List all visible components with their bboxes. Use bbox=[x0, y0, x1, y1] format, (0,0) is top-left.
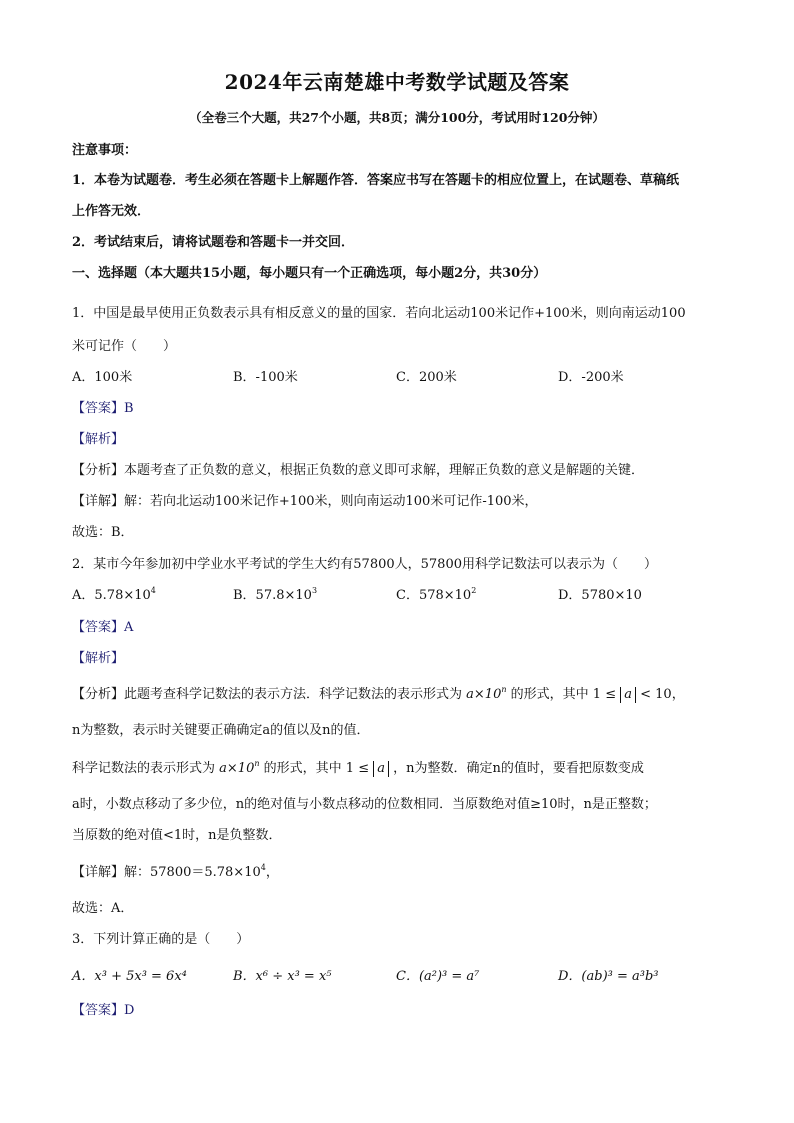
q2-explain-line-2: a时，小数点移动了多少位，n的绝对值与小数点移动的位数相同．当原数绝对值≥10时，n是正整数； bbox=[72, 797, 657, 812]
q3-options bbox=[72, 967, 722, 987]
q1-choose: 故选：B． bbox=[72, 525, 134, 540]
q2-explain-ineq-left: 1 ≤ bbox=[345, 761, 370, 776]
q1-analysis: 【分析】本题考查了正负数的意义，根据正负数的意义即可求解，理解正负数的意义是解题的关键． bbox=[72, 463, 645, 478]
q2-option-d-text: D．5780×10 bbox=[558, 588, 642, 603]
q2-jiexi: 【解析】 bbox=[72, 651, 125, 666]
q3-stem: 3．下列计算正确的是（ ） bbox=[72, 932, 250, 947]
notes-item-1-line-1: 1．本卷为试题卷．考生必须在答题卡上解题作答．答案应书写在答题卡的相应位置上，在试题卷、草稿纸 bbox=[72, 173, 680, 188]
q2-choose: 故选：A． bbox=[72, 901, 134, 916]
q2-option-b-text: B．57.8×10 bbox=[233, 588, 312, 603]
q2-analysis-text-b: 的形式，其中 bbox=[510, 687, 589, 702]
notes-item-1-line-2: 上作答无效． bbox=[72, 204, 151, 219]
q1-stem-line-2: 米可记作（ ） bbox=[72, 339, 177, 354]
q2-analysis-text-a: 【分析】此题考查科学记数法的表示方法．科学记数法的表示形式为 bbox=[72, 687, 463, 702]
q2-option-d bbox=[558, 586, 642, 606]
q3-answer: 【答案】D bbox=[72, 1003, 135, 1018]
q2-answer: 【答案】A bbox=[72, 620, 134, 635]
q2-ineq-right: < 10， bbox=[640, 687, 685, 702]
q2-options bbox=[72, 586, 722, 606]
q3-option-c: C．(a²)³ = a⁷ bbox=[396, 969, 480, 984]
q2-sci-form-base: a×10 bbox=[466, 687, 502, 702]
q2-analysis-line-1 bbox=[72, 686, 685, 704]
q2-sci-form-exp: n bbox=[501, 685, 507, 694]
q2-option-b-exp: 3 bbox=[311, 586, 318, 595]
q3-option-a: A．x³ + 5x³ = 6x⁴ bbox=[72, 969, 187, 984]
page-subtitle: （全卷三个大题，共27个小题，共8页；满分100分，考试用时120分钟） bbox=[189, 110, 605, 125]
q2-explain-abs-a: a bbox=[373, 761, 389, 777]
q2-explain-text-b: 的形式，其中 bbox=[263, 761, 342, 776]
q2-abs-a: a bbox=[620, 687, 636, 703]
notes-heading: 注意事项： bbox=[72, 143, 138, 158]
q1-option-a: A．100米 bbox=[72, 370, 133, 385]
q2-option-c-exp: 2 bbox=[471, 586, 477, 595]
q2-option-a-text: A．5.78×10 bbox=[72, 588, 151, 603]
q3-option-d: D．(ab)³ = a³b³ bbox=[558, 969, 659, 984]
q2-option-b bbox=[233, 586, 317, 606]
q2-option-a bbox=[72, 586, 156, 606]
page-title: 2024年云南楚雄中考数学试题及答案 bbox=[224, 70, 570, 94]
q2-explain-line-1 bbox=[72, 760, 644, 778]
q1-jiexi: 【解析】 bbox=[72, 432, 125, 447]
q1-options bbox=[72, 368, 722, 388]
q1-answer: 【答案】B bbox=[72, 401, 134, 416]
section-1-heading: 一、选择题（本大题共15小题，每小题只有一个正确选项，每小题2分，共30分） bbox=[72, 266, 547, 281]
notes-item-2: 2．考试结束后，请将试题卷和答题卡一并交回． bbox=[72, 235, 355, 250]
q2-explain-text-a: 科学记数法的表示形式为 bbox=[72, 761, 216, 776]
q2-detail-exp: 4 bbox=[260, 863, 266, 872]
q2-explain-line-3: 当原数的绝对值<1时，n是负整数． bbox=[72, 828, 282, 843]
q1-option-b: B．-100米 bbox=[233, 370, 298, 385]
q1-detail: 【详解】解：若向北运动100米记作+100米，则向南运动100米可记作-100米， bbox=[72, 494, 538, 509]
q2-option-c bbox=[396, 586, 476, 606]
q2-option-a-exp: 4 bbox=[150, 586, 156, 595]
q2-option-c-text: C．578×10 bbox=[396, 588, 472, 603]
q1-option-c: C．200米 bbox=[396, 370, 457, 385]
q2-explain-text-c: ，n为整数．确定n的值时，要看把原数变成 bbox=[393, 761, 644, 776]
q1-stem-line-1: 1．中国是最早使用正负数表示具有相反意义的量的国家．若向北运动100米记作+100米，则向南运动100 bbox=[72, 306, 686, 321]
q2-explain-sci-form-base: a×10 bbox=[219, 761, 255, 776]
q2-sci-form bbox=[466, 687, 506, 702]
q2-stem: 2．某市今年参加初中学业水平考试的学生大约有57800人，57800用科学记数法可以表示为（ ） bbox=[72, 557, 657, 572]
q2-explain-sci-form-exp: n bbox=[254, 759, 260, 768]
q2-ineq-left: 1 ≤ bbox=[592, 687, 617, 702]
q3-option-b: B．x⁶ ÷ x³ = x⁵ bbox=[233, 969, 332, 984]
q2-analysis-line-2: n为整数，表示时关键要正确确定a的值以及n的值． bbox=[72, 723, 370, 738]
q2-detail-text: 【详解】解：57800＝5.78×10 bbox=[72, 865, 261, 880]
q2-detail bbox=[72, 864, 279, 882]
q2-explain-sci-form bbox=[219, 761, 259, 776]
q1-option-d: D．-200米 bbox=[558, 370, 624, 385]
q2-detail-tail: ， bbox=[265, 865, 279, 880]
